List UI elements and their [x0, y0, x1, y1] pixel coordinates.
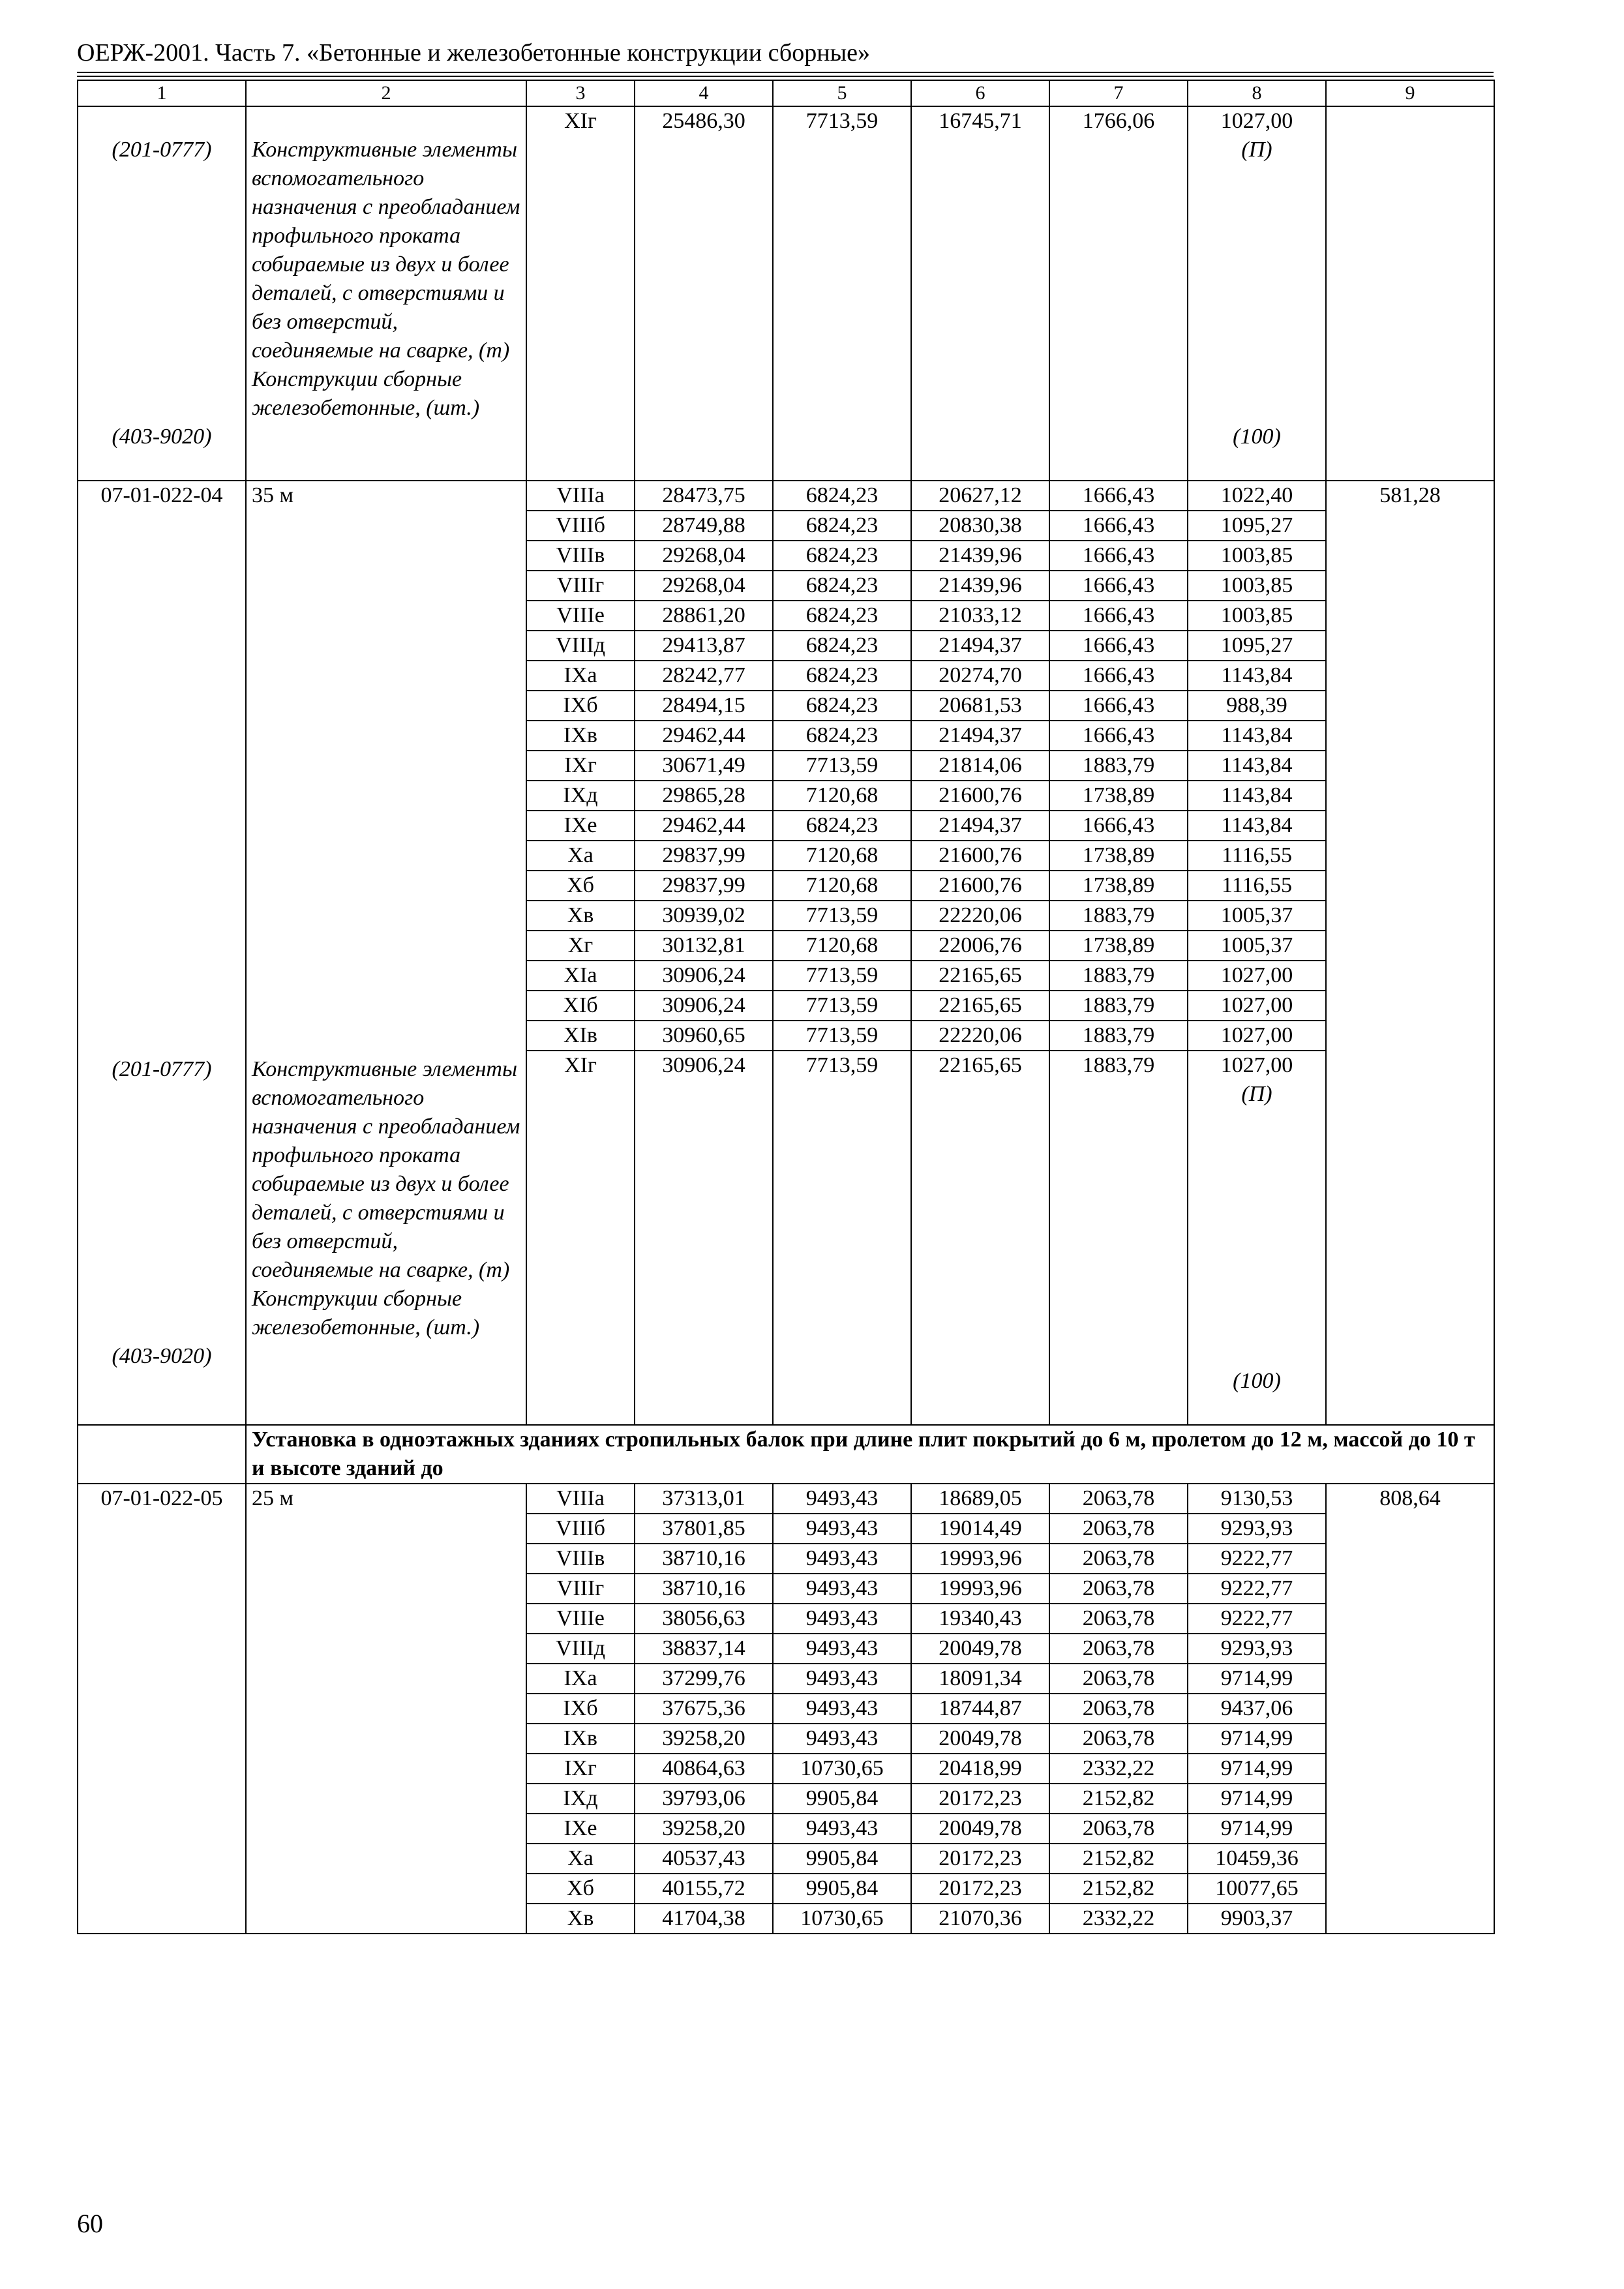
rate-code: 07-01-022-05	[100, 1486, 223, 1510]
value-cell: 9714,99	[1188, 1784, 1326, 1814]
rate-name: 35 м	[252, 483, 294, 507]
value-cell: 20172,23	[911, 1784, 1049, 1814]
resource-name: Конструкции сборные железобетонные, (шт.)	[252, 1287, 480, 1339]
zone-cell: IXд	[526, 1784, 635, 1814]
value-cell: 19993,96	[911, 1574, 1049, 1604]
value-cell: 7120,68	[773, 781, 911, 811]
value-cell: 40537,43	[635, 1844, 773, 1874]
value-cell: 18091,34	[911, 1664, 1049, 1694]
value-cell: 9493,43	[773, 1544, 911, 1574]
value-cell	[1188, 106, 1326, 481]
column-number: 7	[1049, 80, 1188, 106]
value-cell: 21814,06	[911, 751, 1049, 781]
zone-cell: VIIIб	[526, 1514, 635, 1544]
value-cell: 38837,14	[635, 1634, 773, 1664]
value-cell: 28749,88	[635, 511, 773, 541]
value-cell: 1095,27	[1188, 511, 1326, 541]
value-cell: 22165,65	[911, 961, 1049, 991]
value-cell: 9905,84	[773, 1844, 911, 1874]
value-cell: 29865,28	[635, 781, 773, 811]
value-cell: 37299,76	[635, 1664, 773, 1694]
resource-qty: (П)	[1241, 1082, 1272, 1106]
value-cell: 2063,78	[1049, 1814, 1188, 1844]
value-cell: 1027,00	[1188, 991, 1326, 1021]
resource-name: Конструктивные элементы вспомогательного назначения с преобладанием профильного проката собираемые из двух и более деталей, с отверстиями и без отверстий, соединяемые на сварке, (т)	[252, 1057, 520, 1282]
value-cell: 1666,43	[1049, 571, 1188, 601]
value-cell: 29268,04	[635, 541, 773, 571]
value-cell: 21033,12	[911, 601, 1049, 631]
value-cell: 21600,76	[911, 781, 1049, 811]
value-cell: 39258,20	[635, 1814, 773, 1844]
value-cell: 1022,40	[1188, 481, 1326, 511]
value-cell: 7713,59	[773, 1021, 911, 1051]
value-cell: 1666,43	[1049, 601, 1188, 631]
total-cell: 581,28	[1326, 481, 1494, 1425]
value-cell: 28861,20	[635, 601, 773, 631]
column-number: 3	[526, 80, 635, 106]
zone-cell: VIIIв	[526, 1544, 635, 1574]
resource-code-cell	[78, 106, 246, 481]
value-cell: 29413,87	[635, 631, 773, 661]
column-number: 5	[773, 80, 911, 106]
zone-cell: VIIIд	[526, 1634, 635, 1664]
column-number: 2	[246, 80, 526, 106]
value-cell: 7713,59	[773, 961, 911, 991]
zone-cell: XIа	[526, 961, 635, 991]
value-cell: 9493,43	[773, 1634, 911, 1664]
value-cell: 20172,23	[911, 1874, 1049, 1904]
value-cell: 30960,65	[635, 1021, 773, 1051]
value-cell: 29268,04	[635, 571, 773, 601]
zone-cell: Xа	[526, 1844, 635, 1874]
value-cell: 20049,78	[911, 1634, 1049, 1664]
header-rule	[77, 72, 1494, 73]
value-cell: 20274,70	[911, 661, 1049, 691]
value-cell: 1143,84	[1188, 781, 1326, 811]
code-cell	[78, 481, 246, 1425]
value-cell: 20049,78	[911, 1724, 1049, 1754]
rates-table	[77, 80, 1495, 1934]
column-number: 8	[1188, 80, 1326, 106]
zone-cell: Xв	[526, 1904, 635, 1934]
value-cell: 1738,89	[1049, 841, 1188, 871]
value-cell: 21494,37	[911, 811, 1049, 841]
value-cell: 30906,24	[635, 961, 773, 991]
value-cell: 1666,43	[1049, 631, 1188, 661]
value-cell: 6824,23	[773, 511, 911, 541]
value-cell: 2063,78	[1049, 1544, 1188, 1574]
value-cell: 1027,00	[1188, 1021, 1326, 1051]
value-cell: 9493,43	[773, 1814, 911, 1844]
zone-cell: IXг	[526, 751, 635, 781]
value-cell: 9714,99	[1188, 1664, 1326, 1694]
value-cell: 29462,44	[635, 721, 773, 751]
value-cell: 39793,06	[635, 1784, 773, 1814]
zone-cell: VIIIг	[526, 1574, 635, 1604]
value-cell: 9293,93	[1188, 1634, 1326, 1664]
zone-cell: VIIIе	[526, 1604, 635, 1634]
column-number: 9	[1326, 80, 1494, 106]
value-cell: 21439,96	[911, 571, 1049, 601]
value-cell: 1666,43	[1049, 691, 1188, 721]
value-cell: 2152,82	[1049, 1844, 1188, 1874]
value-cell: 1143,84	[1188, 721, 1326, 751]
zone-cell: VIIIе	[526, 601, 635, 631]
value-cell: 1883,79	[1049, 751, 1188, 781]
value-cell: 9903,37	[1188, 1904, 1326, 1934]
zone-cell: Xг	[526, 931, 635, 961]
value-cell: 28473,75	[635, 481, 773, 511]
value-cell: 6824,23	[773, 691, 911, 721]
value-cell: 1116,55	[1188, 871, 1326, 901]
value-cell: 9905,84	[773, 1874, 911, 1904]
zone-cell: IXв	[526, 1724, 635, 1754]
value-cell: 18689,05	[911, 1484, 1049, 1514]
value-cell: 22165,65	[911, 991, 1049, 1021]
value-cell: 1883,79	[1049, 1051, 1188, 1425]
value-cell: 30939,02	[635, 901, 773, 931]
value-cell: 22165,65	[911, 1051, 1049, 1425]
value-cell: 1666,43	[1049, 481, 1188, 511]
value-cell: 19014,49	[911, 1514, 1049, 1544]
value-cell: 1116,55	[1188, 841, 1326, 871]
value-cell: 38710,16	[635, 1574, 773, 1604]
zone-cell: IXв	[526, 721, 635, 751]
value-cell: 1766,06	[1049, 106, 1188, 481]
value-cell: 9493,43	[773, 1694, 911, 1724]
resource-name: Конструкции сборные железобетонные, (шт.)	[252, 367, 480, 420]
value-cell: 2063,78	[1049, 1514, 1188, 1544]
value-cell: 21439,96	[911, 541, 1049, 571]
value-cell: 7713,59	[773, 991, 911, 1021]
value-cell: 40155,72	[635, 1874, 773, 1904]
value-cell: 2063,78	[1049, 1724, 1188, 1754]
column-number: 1	[78, 80, 246, 106]
value-cell: 1005,37	[1188, 931, 1326, 961]
value-cell: 10077,65	[1188, 1874, 1326, 1904]
value-cell: 9493,43	[773, 1664, 911, 1694]
zone-cell: VIIIб	[526, 511, 635, 541]
value-cell: 9293,93	[1188, 1514, 1326, 1544]
value-cell: 25486,30	[635, 106, 773, 481]
value-cell: 2063,78	[1049, 1574, 1188, 1604]
value-cell: 22220,06	[911, 1021, 1049, 1051]
value-cell: 1883,79	[1049, 961, 1188, 991]
value-cell: 1143,84	[1188, 751, 1326, 781]
resource-qty: (100)	[1233, 425, 1281, 449]
value-cell: 6824,23	[773, 721, 911, 751]
value-cell: 40864,63	[635, 1754, 773, 1784]
value-cell: 1666,43	[1049, 661, 1188, 691]
page-number: 60	[77, 2209, 103, 2238]
value-cell: 6824,23	[773, 481, 911, 511]
value-cell: 21600,76	[911, 871, 1049, 901]
value-cell: 38056,63	[635, 1604, 773, 1634]
document-header: ОЕРЖ-2001. Часть 7. «Бетонные и железобетонные конструкции сборные»	[77, 39, 870, 67]
value-cell: 21600,76	[911, 841, 1049, 871]
resource-code: (403-9020)	[112, 425, 212, 449]
value-cell: 7713,59	[773, 1051, 911, 1425]
value-cell: 30906,24	[635, 991, 773, 1021]
value-cell: 1738,89	[1049, 871, 1188, 901]
header-rule	[77, 76, 1494, 77]
value-cell: 1095,27	[1188, 631, 1326, 661]
value-cell: 20418,99	[911, 1754, 1049, 1784]
value-cell: 9222,77	[1188, 1604, 1326, 1634]
value-cell: 2063,78	[1049, 1604, 1188, 1634]
value-cell: 16745,71	[911, 106, 1049, 481]
value-cell: 22006,76	[911, 931, 1049, 961]
value-cell: 2332,22	[1049, 1754, 1188, 1784]
value-cell: 10730,65	[773, 1754, 911, 1784]
value-cell: 20172,23	[911, 1844, 1049, 1874]
resource-code: (403-9020)	[112, 1344, 212, 1368]
value-cell: 30132,81	[635, 931, 773, 961]
table-row	[78, 481, 1494, 511]
value-cell: 9714,99	[1188, 1814, 1326, 1844]
section-row	[78, 1425, 1494, 1484]
value-cell: 1666,43	[1049, 511, 1188, 541]
zone-cell: IXе	[526, 811, 635, 841]
value-cell: 1883,79	[1049, 901, 1188, 931]
zone-cell: IXб	[526, 691, 635, 721]
value-cell: 6824,23	[773, 631, 911, 661]
value-cell: 22220,06	[911, 901, 1049, 931]
value-cell: 9222,77	[1188, 1544, 1326, 1574]
zone-cell: XIг	[526, 106, 635, 481]
value-cell: 30906,24	[635, 1051, 773, 1425]
value-cell: 2063,78	[1049, 1484, 1188, 1514]
value-cell: 29837,99	[635, 871, 773, 901]
value-cell: 20627,12	[911, 481, 1049, 511]
value-cell: 7120,68	[773, 841, 911, 871]
value-cell: 19993,96	[911, 1544, 1049, 1574]
column-number: 6	[911, 80, 1049, 106]
value-cell: 38710,16	[635, 1544, 773, 1574]
value-cell: 21494,37	[911, 631, 1049, 661]
zone-cell: VIIIв	[526, 541, 635, 571]
value-cell: 9493,43	[773, 1724, 911, 1754]
zone-cell: VIIIг	[526, 571, 635, 601]
zone-cell: VIIIа	[526, 481, 635, 511]
zone-cell: Xа	[526, 841, 635, 871]
value-cell: 1738,89	[1049, 931, 1188, 961]
value-cell: 1666,43	[1049, 811, 1188, 841]
value-cell: 37675,36	[635, 1694, 773, 1724]
empty-cell	[1326, 106, 1494, 481]
value-cell: 7120,68	[773, 931, 911, 961]
value-cell: 1143,84	[1188, 661, 1326, 691]
value-cell: 9493,43	[773, 1484, 911, 1514]
table-row	[78, 106, 1494, 481]
zone-cell: VIIIа	[526, 1484, 635, 1514]
value-cell: 9714,99	[1188, 1754, 1326, 1784]
value-cell: 1003,85	[1188, 601, 1326, 631]
rate-code: 07-01-022-04	[100, 483, 223, 507]
value-cell: 2063,78	[1049, 1664, 1188, 1694]
value-cell: 7713,59	[773, 901, 911, 931]
value-cell: 1003,85	[1188, 571, 1326, 601]
value-cell: 9130,53	[1188, 1484, 1326, 1514]
value-cell: 7713,59	[773, 106, 911, 481]
value-cell: 29462,44	[635, 811, 773, 841]
value: 1027,00	[1220, 109, 1293, 133]
value-cell: 37313,01	[635, 1484, 773, 1514]
zone-cell: XIб	[526, 991, 635, 1021]
value-cell: 21070,36	[911, 1904, 1049, 1934]
value-cell: 10459,36	[1188, 1844, 1326, 1874]
value-cell: 6824,23	[773, 601, 911, 631]
value-cell: 1738,89	[1049, 781, 1188, 811]
resource-name-cell	[246, 106, 526, 481]
resource-qty: (100)	[1233, 1369, 1281, 1393]
resource-code: (201-0777)	[112, 138, 212, 162]
value-cell: 1005,37	[1188, 901, 1326, 931]
value-cell: 2063,78	[1049, 1694, 1188, 1724]
zone-cell: Xб	[526, 1874, 635, 1904]
value-cell: 20681,53	[911, 691, 1049, 721]
name-cell	[246, 481, 526, 1425]
zone-cell: Xб	[526, 871, 635, 901]
value-cell: 9493,43	[773, 1604, 911, 1634]
value-cell: 1666,43	[1049, 541, 1188, 571]
value-cell	[1188, 1051, 1326, 1425]
zone-cell: IXе	[526, 1814, 635, 1844]
value-cell: 41704,38	[635, 1904, 773, 1934]
value-cell: 29837,99	[635, 841, 773, 871]
value-cell: 2152,82	[1049, 1784, 1188, 1814]
zone-cell: Xв	[526, 901, 635, 931]
value-cell: 18744,87	[911, 1694, 1049, 1724]
value-cell: 2063,78	[1049, 1634, 1188, 1664]
value-cell: 9437,06	[1188, 1694, 1326, 1724]
value-cell: 7713,59	[773, 751, 911, 781]
zone-cell: IXг	[526, 1754, 635, 1784]
zone-cell: XIг	[526, 1051, 635, 1425]
section-title: Установка в одноэтажных зданиях стропильных балок при длине плит покрытий до 6 м, пролетом до 12 м, массой до 10 т и высоте зданий до	[246, 1425, 1494, 1484]
zone-cell: IXб	[526, 1694, 635, 1724]
zone-cell: VIIIд	[526, 631, 635, 661]
value-cell: 9222,77	[1188, 1574, 1326, 1604]
value-cell: 28242,77	[635, 661, 773, 691]
table-body	[78, 80, 1494, 1934]
value: 1027,00	[1220, 1053, 1293, 1077]
value-cell: 21494,37	[911, 721, 1049, 751]
value-cell: 1143,84	[1188, 811, 1326, 841]
value-cell: 1003,85	[1188, 541, 1326, 571]
value-cell: 19340,43	[911, 1604, 1049, 1634]
value-cell: 20830,38	[911, 511, 1049, 541]
column-number: 4	[635, 80, 773, 106]
value-cell: 6824,23	[773, 541, 911, 571]
table-row	[78, 1484, 1494, 1514]
zone-cell: IXа	[526, 1664, 635, 1694]
rate-name: 25 м	[252, 1486, 294, 1510]
zone-cell: XIв	[526, 1021, 635, 1051]
resource-code: (201-0777)	[112, 1057, 212, 1081]
resource-name: Конструктивные элементы вспомогательного назначения с преобладанием профильного проката собираемые из двух и более деталей, с отверстиями и без отверстий, соединяемые на сварке, (т)	[252, 138, 520, 363]
name-cell	[246, 1484, 526, 1934]
value-cell: 9493,43	[773, 1574, 911, 1604]
code-cell	[78, 1484, 246, 1934]
value-cell: 28494,15	[635, 691, 773, 721]
value-cell: 9905,84	[773, 1784, 911, 1814]
value-cell: 1883,79	[1049, 1021, 1188, 1051]
value-cell: 2332,22	[1049, 1904, 1188, 1934]
value-cell: 6824,23	[773, 661, 911, 691]
total-cell: 808,64	[1326, 1484, 1494, 1934]
value-cell: 1666,43	[1049, 721, 1188, 751]
value-cell: 37801,85	[635, 1514, 773, 1544]
value-cell: 20049,78	[911, 1814, 1049, 1844]
zone-cell: IXа	[526, 661, 635, 691]
value-cell: 30671,49	[635, 751, 773, 781]
value-cell: 2152,82	[1049, 1874, 1188, 1904]
value-cell: 39258,20	[635, 1724, 773, 1754]
value-cell: 9714,99	[1188, 1724, 1326, 1754]
value-cell: 988,39	[1188, 691, 1326, 721]
value-cell: 10730,65	[773, 1904, 911, 1934]
zone-cell: IXд	[526, 781, 635, 811]
value-cell: 1027,00	[1188, 961, 1326, 991]
resource-qty: (П)	[1241, 138, 1272, 162]
value-cell: 9493,43	[773, 1514, 911, 1544]
value-cell: 1883,79	[1049, 991, 1188, 1021]
value-cell: 6824,23	[773, 811, 911, 841]
empty-cell	[78, 1425, 246, 1484]
value-cell: 6824,23	[773, 571, 911, 601]
column-number-row	[78, 80, 1494, 106]
value-cell: 7120,68	[773, 871, 911, 901]
